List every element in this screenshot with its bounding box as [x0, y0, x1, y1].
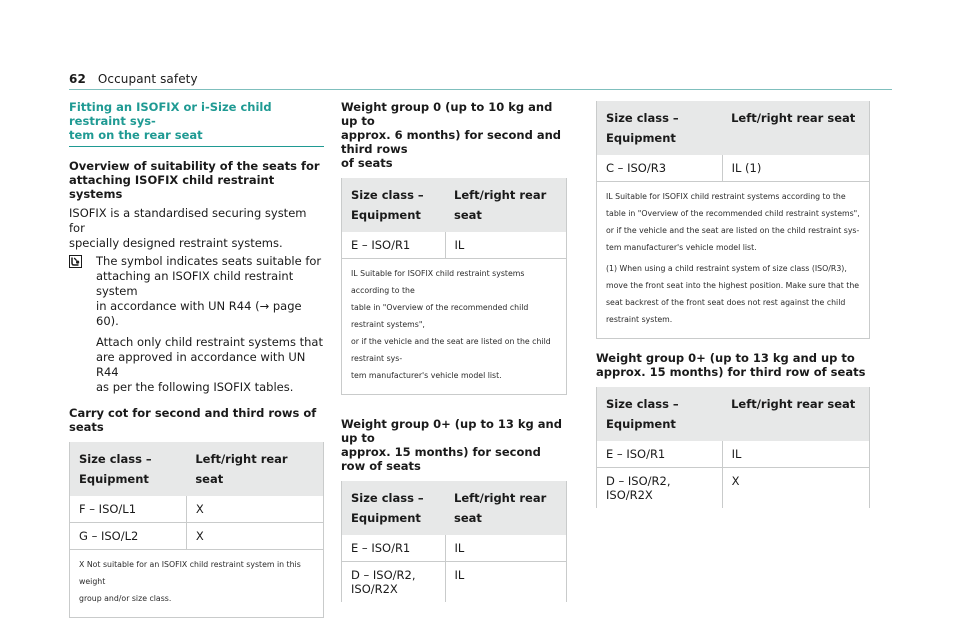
isofix-note — [69, 254, 324, 395]
table-header-size: Size class – Equipment — [597, 387, 723, 441]
size-cell: D – ISO/R2, ISO/R2X — [597, 468, 723, 509]
size-cell: E – ISO/R1 — [597, 441, 723, 468]
seat-cell: X — [186, 523, 323, 550]
table-row — [597, 468, 870, 509]
size-cell: G – ISO/L2 — [70, 523, 187, 550]
footnote-1: (1) When using a child restraint system of size class (ISO/R3), move the front seat into the highest position. Make sure that the seat backrest of the front seat does not rest against the child restraint system. — [606, 264, 860, 324]
table-footnote: IL Suitable for ISOFIX child restraint systems according to the table in "Overview of the recommended child restraint systems", or if the vehicle and the seat are listed on the child restraint sys- tem manufacturer's vehicle model list. — [342, 259, 567, 395]
table-row — [70, 523, 324, 550]
group0plus-third-table — [596, 387, 870, 508]
table-footnotes — [597, 182, 870, 339]
size-cell: F – ISO/L1 — [70, 496, 187, 523]
carrycot-heading: Carry cot for second and third rows of seats — [69, 406, 317, 434]
column-2 — [341, 100, 567, 602]
carrycot-table — [69, 442, 324, 618]
table-header-size: Size class – Equipment — [342, 481, 446, 535]
group0plus-third-heading: Weight group 0+ (up to 13 kg and up to approx. 15 months) for third row of seats — [596, 351, 866, 379]
table-header-seat: Left/right rear seat — [722, 387, 869, 441]
size-cell: D – ISO/R2, ISO/R2X — [342, 562, 446, 603]
table-row — [342, 232, 567, 259]
note-paragraph-1: The symbol indicates seats suitable for attaching an ISOFIX child restraint system in accordance with UN R44 (→ page 60). — [96, 254, 322, 328]
seat-cell: X — [731, 474, 740, 488]
seat-cell: IL (1) — [722, 155, 869, 182]
section-title-rule — [69, 146, 324, 147]
footnote-il: IL Suitable for ISOFIX child restraint systems according to the table in "Overview of the recommended child restraint systems", or if the vehicle and the seat are listed on the child restraint sys- tem manufacturer's vehicle model list. — [606, 192, 860, 252]
table-row — [597, 441, 870, 468]
isofix-symbol-icon — [69, 255, 82, 268]
seat-cell: X — [186, 496, 323, 523]
seat-cell: IL — [445, 232, 567, 259]
seat-cell: IL — [445, 535, 567, 562]
chapter-title: Occupant safety — [97, 72, 198, 86]
overview-heading: Overview of suitability of the seats for attaching ISOFIX child restraint systems — [69, 159, 320, 201]
size-cell: E – ISO/R1 — [342, 232, 446, 259]
table-header-size: Size class – Equipment — [70, 442, 187, 496]
overview-intro: ISOFIX is a standardised securing system for specially designed restraint systems. — [69, 206, 307, 250]
header-rule — [69, 89, 892, 90]
group0-second-heading: Weight group 0 (up to 10 kg and up to approx. 6 months) for second and third rows of seats — [341, 100, 561, 170]
table-row — [597, 155, 870, 182]
group0plus-second-table — [341, 481, 567, 602]
group0plus-second-heading: Weight group 0+ (up to 13 kg and up to approx. 15 months) for second row of seats — [341, 417, 562, 473]
table-header-seat: Left/right rear seat — [722, 101, 869, 155]
column-3 — [596, 100, 870, 508]
page-header — [69, 72, 198, 86]
group0-second-table — [341, 178, 567, 395]
table-row — [342, 535, 567, 562]
note-paragraph-2: Attach only child restraint systems that are approved in accordance with UN R44 as per the following ISOFIX tables. — [96, 335, 323, 394]
page-number: 62 — [69, 72, 86, 86]
table-header-size: Size class – Equipment — [342, 178, 446, 232]
table-header-seat: Left/right rear seat — [186, 442, 323, 496]
size-cell: C – ISO/R3 — [597, 155, 723, 182]
size-cell: E – ISO/R1 — [342, 535, 446, 562]
group0-third-table — [596, 101, 870, 339]
seat-cell: IL — [722, 441, 869, 468]
section-title: Fitting an ISOFIX or i-Size child restraint sys- tem on the rear seat — [69, 100, 272, 142]
column-1 — [69, 100, 324, 618]
table-header-seat: Left/right rear seat — [445, 178, 567, 232]
table-header-size: Size class – Equipment — [597, 101, 723, 155]
table-footnote: X Not suitable for an ISOFIX child restraint system in this weight group and/or size class. — [70, 550, 324, 618]
seat-cell: IL — [454, 568, 465, 582]
table-row — [70, 496, 324, 523]
table-row — [342, 562, 567, 603]
table-header-seat: Left/right rear seat — [445, 481, 567, 535]
